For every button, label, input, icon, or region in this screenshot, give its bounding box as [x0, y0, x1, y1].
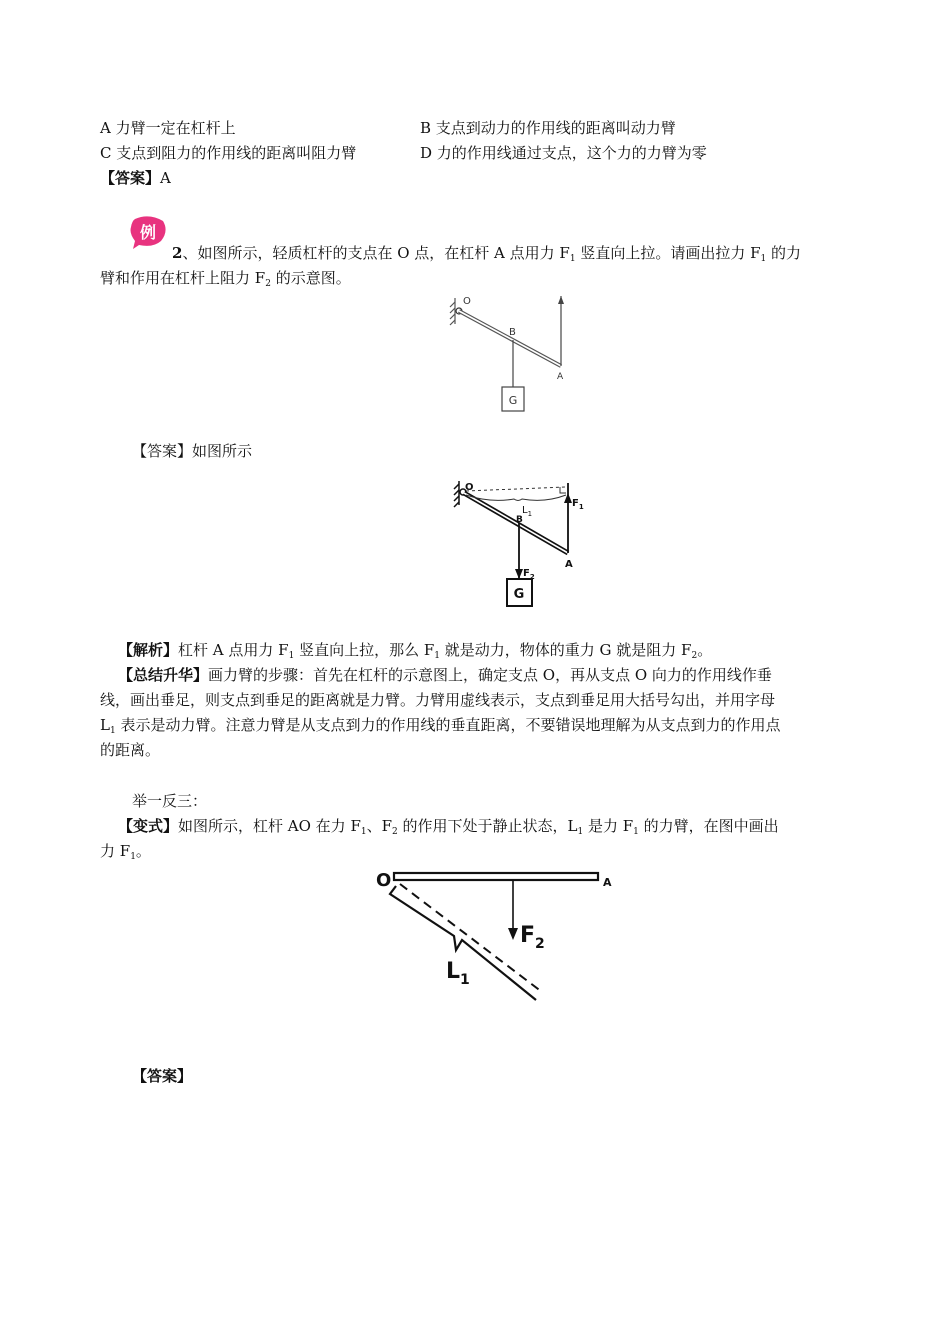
summary-sub: 1: [109, 726, 116, 736]
analysis-sub: 1: [288, 651, 295, 661]
variant-text: 。: [135, 842, 151, 860]
example-number: 2: [172, 244, 183, 262]
summary-line1: [118, 665, 772, 685]
summary-line3: [100, 715, 780, 741]
ans-label-o: O: [465, 482, 474, 493]
variant-tag: 【变式】: [118, 817, 179, 835]
label-o: O: [463, 296, 471, 307]
var-label-l1: $L_1$: [446, 959, 470, 988]
variant-heading: 举一反三：: [132, 792, 208, 810]
variant-text: 、F: [366, 817, 393, 835]
label-b: B: [509, 327, 516, 338]
answer-label: 【答案】: [100, 169, 161, 187]
var-label-a: A: [603, 876, 612, 889]
summary-line4: 的距离。: [100, 741, 161, 759]
ex2-sub: 2: [265, 279, 271, 289]
variant-figure: [370, 860, 620, 1020]
summary-tag: 【总结升华】: [118, 666, 209, 684]
variant-answer-label: 【答案】: [132, 1067, 193, 1085]
analysis-text: 竖直向上拉，那么 F: [294, 641, 435, 659]
variant-text: 是力 F: [583, 817, 634, 835]
analysis-text: 杠杆 A 点用力 F: [178, 641, 289, 659]
example2-line2: [100, 268, 351, 294]
var-label-o: O: [376, 870, 392, 891]
analysis-text: 。: [697, 641, 713, 659]
example2-line1: [172, 243, 801, 269]
ex2-text: 的力: [766, 244, 802, 262]
analysis: [118, 640, 712, 666]
answer-value: A: [160, 169, 171, 187]
ans-label-l1: $L_1$: [522, 505, 533, 518]
ex2-text: 、如图所示，轻质杠杆的支点在 O 点，在杠杆 A 点用力 F: [182, 244, 570, 262]
option-b: B 支点到动力的作用线的距离叫动力臂: [420, 119, 676, 137]
summary-text: 表示是动力臂。注意力臂是从支点到力的作用线的垂直距离，不要错误地理解为从支点到力的作用点: [115, 716, 781, 734]
q1-answer: [100, 168, 171, 188]
variant-sub: 1: [360, 827, 367, 837]
var-label-f2: $F_2$: [520, 923, 545, 952]
example-badge-icon: [129, 215, 169, 249]
option-a: A 力臂一定在杠杆上: [100, 119, 236, 137]
ans-label-a: A: [565, 559, 573, 570]
analysis-sub: 1: [434, 651, 440, 661]
option-c: C 支点到阻力的作用线的距离叫阻力臂: [100, 144, 357, 162]
ex2-text: 臂和作用在杠杆上阻力 F: [100, 269, 266, 287]
summary-line2: 线，画出垂足，则支点到垂足的距离就是力臂。力臂用虚线表示，支点到垂足用大括号勾出，并用字母: [100, 691, 776, 709]
variant-sub: 1: [577, 827, 584, 837]
summary-text: L: [100, 716, 110, 734]
variant-sub: 2: [392, 827, 398, 837]
variant-text: 的作用下处于静止状态，L: [397, 817, 578, 835]
answer-figure: [450, 475, 595, 613]
label-g: G: [508, 394, 518, 407]
variant-answer: [132, 1066, 192, 1086]
variant-text: 力 F: [100, 842, 131, 860]
badge-text: 例: [139, 223, 157, 242]
ans-label-f2: $F_2$: [523, 568, 535, 581]
variant-line1: [118, 816, 779, 842]
ex2-sub: 1: [569, 254, 576, 264]
lever-figure: [445, 290, 585, 420]
analysis-tag: 【解析】: [118, 641, 179, 659]
ans-label-b: B: [516, 515, 523, 525]
ex2-text: 竖直向上拉。请画出拉力 F: [575, 244, 761, 262]
summary-text: 画力臂的步骤：首先在杠杆的示意图上，确定支点 O，再从支点 O 向力的作用线作垂: [208, 666, 772, 684]
example2-answer: 【答案】如图所示: [132, 442, 253, 460]
ex2-text: 的示意图。: [270, 269, 351, 287]
ex2-sub: 1: [760, 254, 767, 264]
variant-line2: [100, 841, 151, 867]
variant-sub: 1: [130, 852, 136, 862]
example-badge: [129, 215, 169, 249]
variant-text: 如图所示，杠杆 AO 在力 F: [178, 817, 361, 835]
option-d: D 力的作用线通过支点，这个力的力臂为零: [420, 144, 707, 162]
variant-sub: 1: [633, 827, 639, 837]
analysis-text: 就是动力，物体的重力 G 就是阻力 F: [439, 641, 692, 659]
label-a: A: [557, 372, 564, 382]
variant-text: 的力臂，在图中画出: [638, 817, 779, 835]
ans-label-g: G: [513, 587, 525, 602]
analysis-sub: 2: [691, 651, 698, 661]
ans-label-f1: $F_1$: [572, 498, 584, 511]
